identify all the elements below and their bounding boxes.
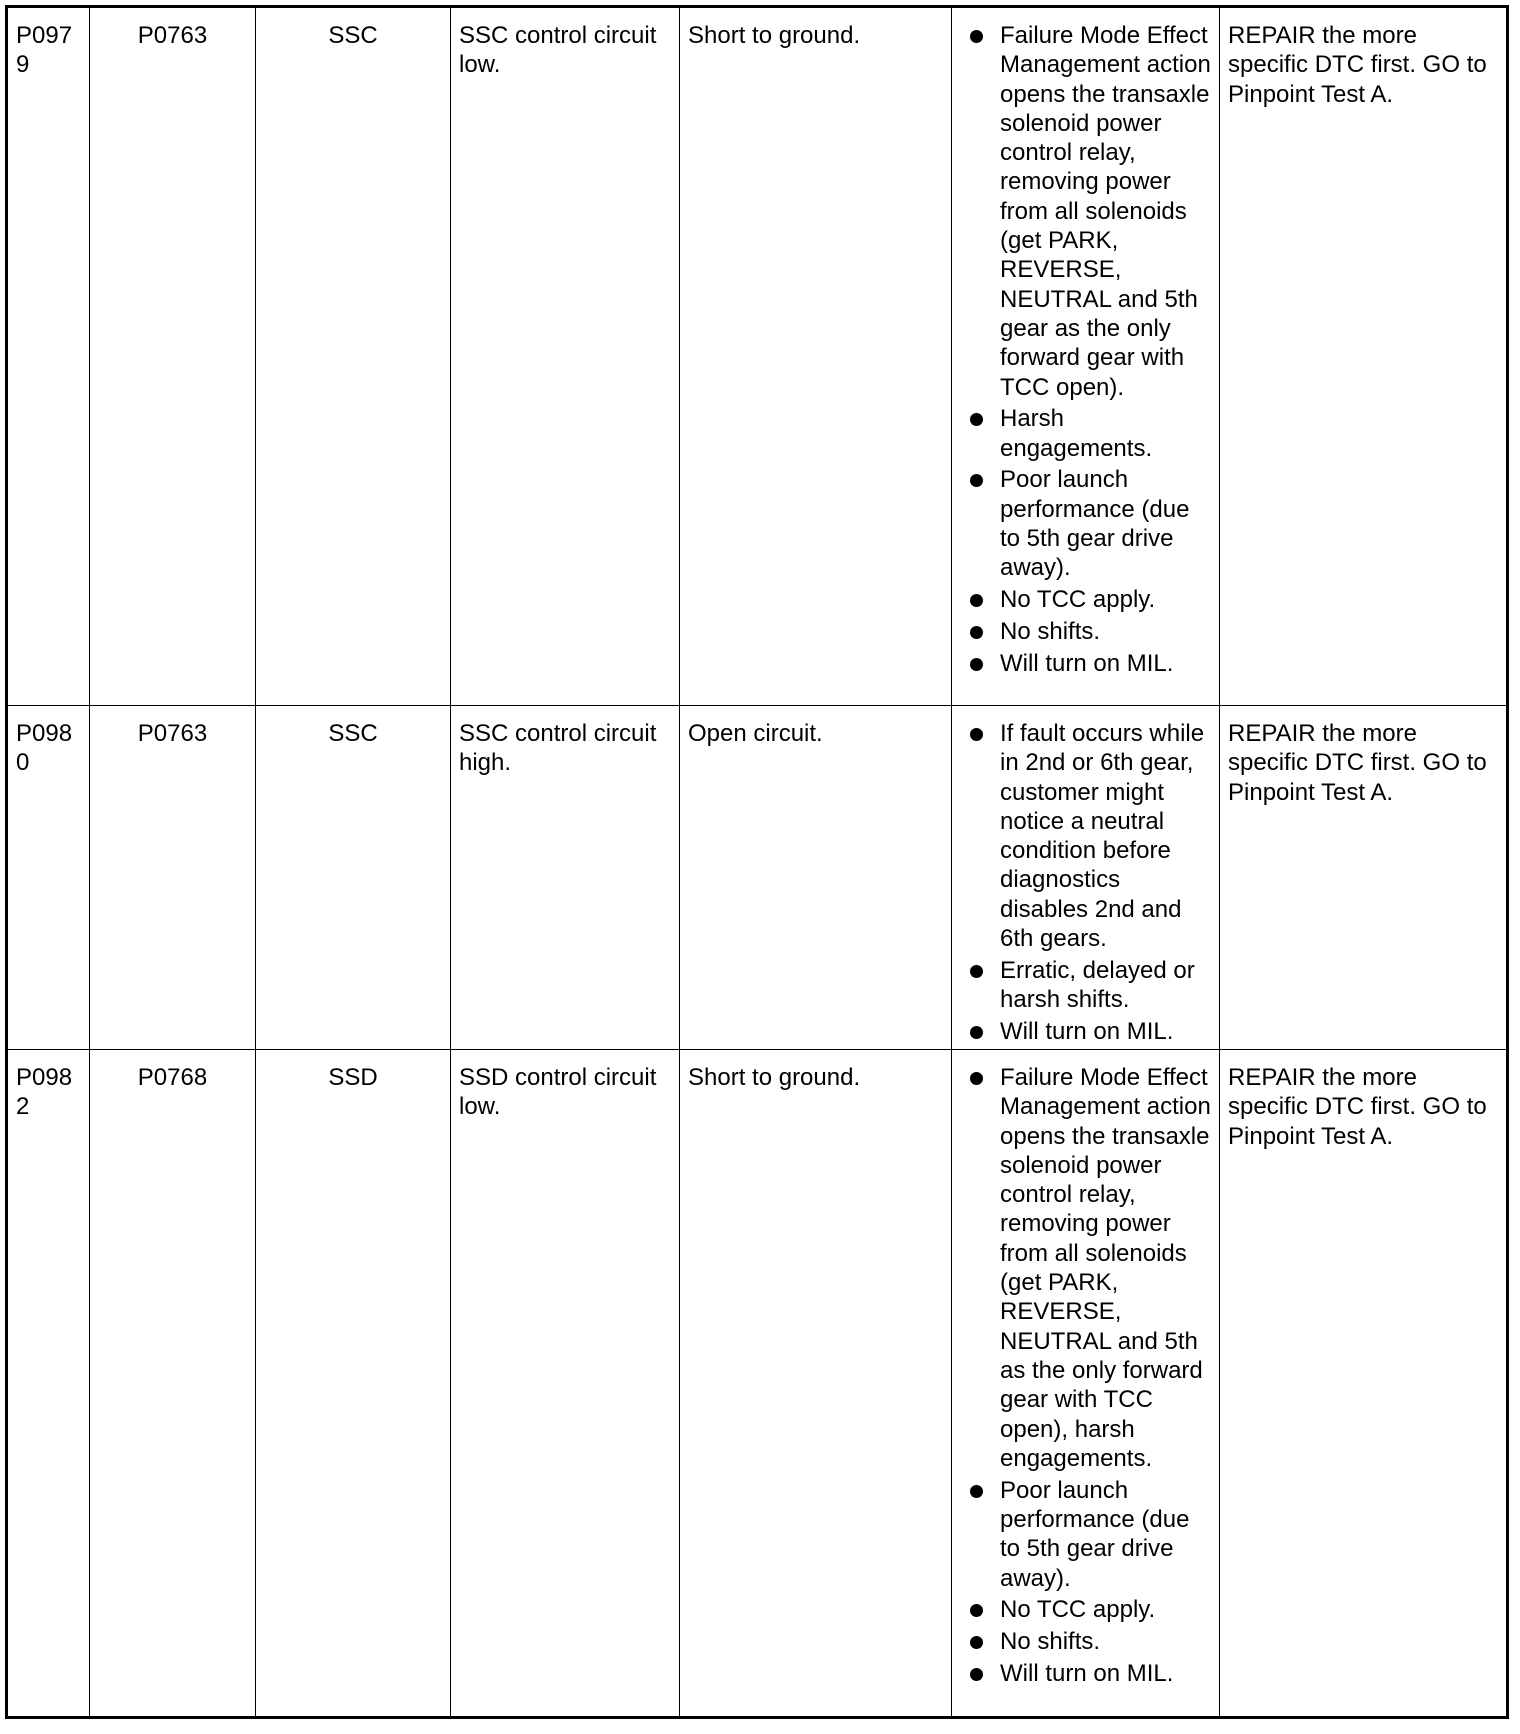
symptom-text: Harsh engagements. (1000, 405, 1153, 462)
component-cell: SSC (256, 7, 451, 706)
symptom-text: No TCC apply. (1000, 1596, 1156, 1624)
description-cell: SSC control circuit low. (451, 7, 680, 706)
symptom-text: If fault occurs while in 2nd or 6th gear, customer might notice a neutral condition before diagnostics disables 2nd and 6th gears. (1000, 720, 1205, 953)
symptom-item (1000, 719, 1211, 953)
reference-code-cell: P0763 (90, 7, 256, 706)
symptoms-cell (952, 706, 1220, 1050)
condition-cell: Open circuit. (680, 706, 952, 1050)
condition-cell: Short to ground. (680, 7, 952, 706)
bullet-dot-icon (970, 30, 983, 43)
symptom-item (1000, 617, 1211, 646)
condition-cell: Short to ground. (680, 1050, 952, 1718)
symptom-list (960, 719, 1211, 1046)
table-row (7, 7, 1508, 706)
symptom-text: Will turn on MIL. (1000, 1017, 1174, 1045)
bullet-dot-icon (970, 1026, 983, 1039)
table-row (7, 706, 1508, 1050)
symptom-text: Failure Mode Effect Management action opens the transaxle solenoid power control relay, removing power from all solenoids (get PARK, REVERSE, NEUTRAL and 5th as the only forward gear with TCC open), harsh engagements. (1000, 1064, 1211, 1472)
bullet-dot-icon (970, 413, 983, 426)
symptom-item (1000, 465, 1211, 582)
symptom-text: No shifts. (1000, 617, 1101, 645)
symptoms-cell (952, 7, 1220, 706)
bullet-dot-icon (970, 1668, 983, 1681)
dtc-code-cell: P0980 (7, 706, 90, 1050)
symptom-item (1000, 1627, 1211, 1656)
symptom-text: Failure Mode Effect Management action opens the transaxle solenoid power control relay, removing power from all solenoids (get PARK, REVERSE, NEUTRAL and 5th gear as the only forward gear with TCC open). (1000, 22, 1211, 401)
bullet-dot-icon (970, 474, 983, 487)
symptom-item (1000, 404, 1211, 463)
symptom-item (1000, 1063, 1211, 1473)
bullet-dot-icon (970, 1072, 983, 1085)
symptom-text: Will turn on MIL. (1000, 649, 1174, 677)
description-cell: SSC control circuit high. (451, 706, 680, 1050)
symptom-list (960, 1063, 1211, 1688)
bullet-dot-icon (970, 594, 983, 607)
reference-code-cell: P0768 (90, 1050, 256, 1718)
bullet-dot-icon (970, 965, 983, 978)
symptom-text: Poor launch performance (due to 5th gear drive away). (1000, 1476, 1190, 1592)
symptom-text: No shifts. (1000, 1628, 1101, 1656)
symptom-text: Erratic, delayed or harsh shifts. (1000, 956, 1195, 1014)
symptom-item (1000, 21, 1211, 402)
symptom-item (1000, 585, 1211, 614)
action-cell: REPAIR the more specific DTC first. GO to Pinpoint Test A. (1220, 706, 1508, 1050)
action-cell: REPAIR the more specific DTC first. GO to Pinpoint Test A. (1220, 1050, 1508, 1718)
symptom-text: No TCC apply. (1000, 586, 1156, 614)
bullet-dot-icon (970, 658, 983, 671)
description-cell: SSD control circuit low. (451, 1050, 680, 1718)
symptom-list (960, 21, 1211, 678)
dtc-code-cell: P0982 (7, 1050, 90, 1718)
symptom-item (1000, 1595, 1211, 1624)
bullet-dot-icon (970, 728, 983, 741)
symptom-item (1000, 1659, 1211, 1688)
table-row (7, 1050, 1508, 1718)
component-cell: SSD (256, 1050, 451, 1718)
bullet-dot-icon (970, 1604, 983, 1617)
symptom-item (1000, 956, 1211, 1015)
component-cell: SSC (256, 706, 451, 1050)
dtc-table (5, 5, 1509, 1719)
symptom-item (1000, 649, 1211, 678)
bullet-dot-icon (970, 626, 983, 639)
dtc-code-cell: P0979 (7, 7, 90, 706)
symptom-text: Poor launch performance (due to 5th gear drive away). (1000, 466, 1190, 582)
symptoms-cell (952, 1050, 1220, 1718)
bullet-dot-icon (970, 1636, 983, 1649)
action-cell: REPAIR the more specific DTC first. GO to Pinpoint Test A. (1220, 7, 1508, 706)
symptom-item (1000, 1476, 1211, 1593)
symptom-item (1000, 1017, 1211, 1046)
reference-code-cell: P0763 (90, 706, 256, 1050)
bullet-dot-icon (970, 1485, 983, 1498)
symptom-text: Will turn on MIL. (1000, 1659, 1174, 1687)
